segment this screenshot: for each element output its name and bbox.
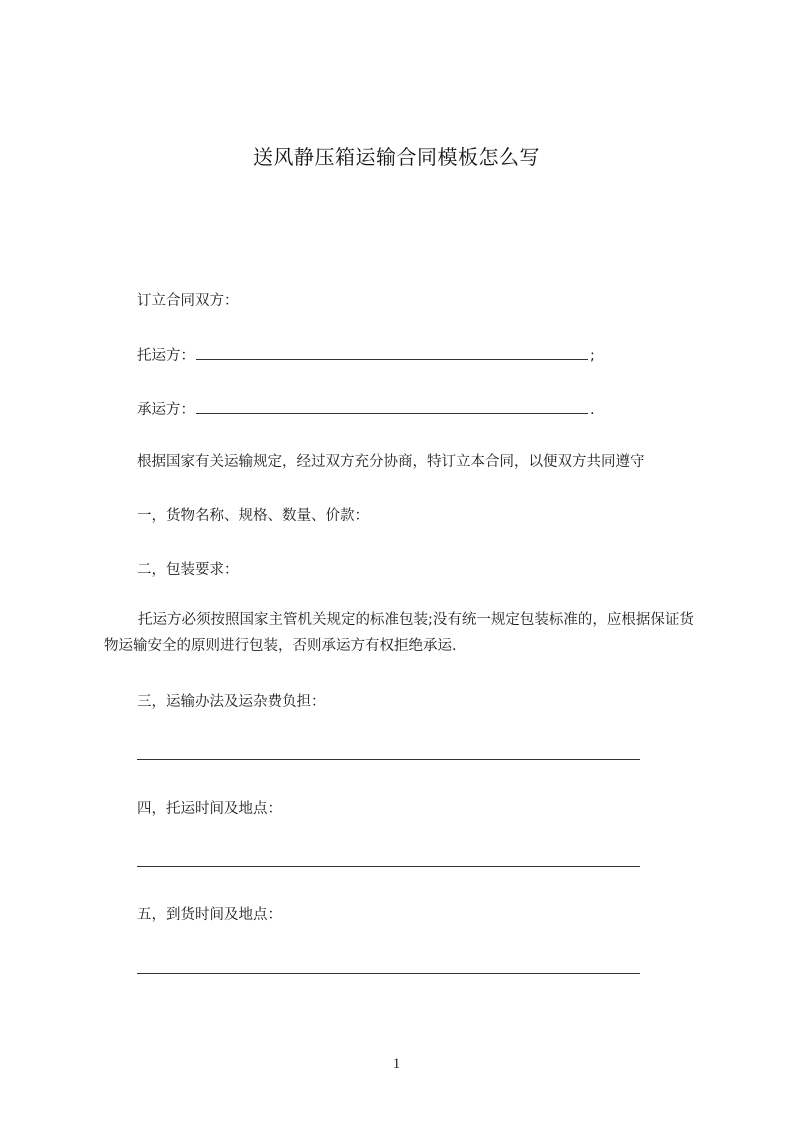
parties-heading: 订立合同双方： <box>137 293 239 309</box>
section-heading-4: 四，托运时间及地点： <box>137 801 282 817</box>
carrier-label: 承运方： <box>137 402 195 418</box>
carrier-line <box>137 399 595 420</box>
document-title: 送风静压箱运输合同模板怎么写 <box>253 145 540 169</box>
section-4-blank-line <box>137 866 640 867</box>
consignor-blank <box>196 345 588 360</box>
consignor-end: ; <box>590 348 595 364</box>
carrier-blank <box>196 399 588 414</box>
section-heading-3: 三，运输办法及运杂费负担： <box>137 694 326 710</box>
section-heading-5: 五，到货时间及地点： <box>137 907 282 923</box>
consignor-label: 托运方： <box>137 348 195 364</box>
page-number: 1 <box>392 1056 401 1072</box>
section-heading-1: 一，货物名称、规格、数量、价款： <box>137 508 369 524</box>
carrier-end: . <box>590 402 595 418</box>
packaging-text: 托运方必须按照国家主管机关规定的标准包装;没有统一规定包装标准的，应根据保证货物运输安全的原则进行包装，否则承运方有权拒绝承运. <box>104 612 694 654</box>
section-5-blank-line <box>137 973 640 974</box>
section-heading-2: 二，包装要求： <box>137 562 239 578</box>
packaging-paragraph <box>104 607 704 659</box>
consignor-line <box>137 345 595 366</box>
preamble-text: 根据国家有关运输规定，经过双方充分协商，特订立本合同，以便双方共同遵守 <box>137 454 645 470</box>
section-3-blank-line <box>137 759 640 760</box>
